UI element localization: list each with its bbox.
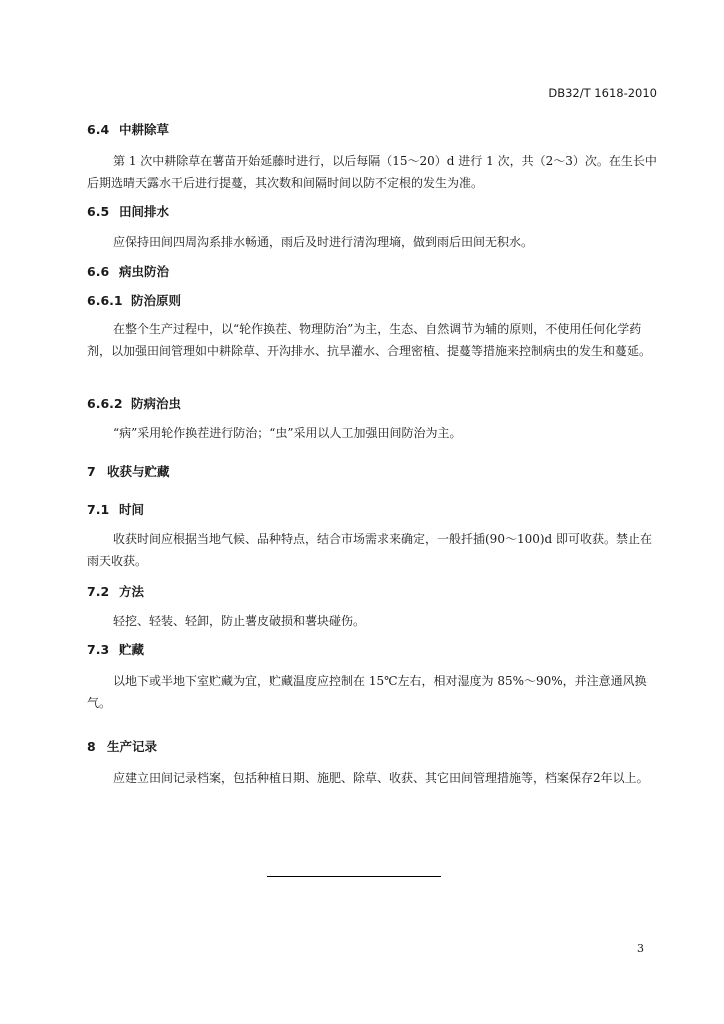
paragraph-6-6-1: 在整个生产过程中，以“轮作换茬、物理防治”为主，生态、自然调节为辅的原则，不使用任何化学药剂，以加强田间管理如中耕除草、开沟排水、抗旱灌水、合理密植、提蔓等措施来控制病虫的发生和蔓延。 — [87, 322, 652, 358]
paragraph-6-5: 应保持田间四周沟系排水畅通，雨后及时进行清沟理墒，做到雨后田间无积水。 — [113, 235, 534, 249]
paragraph-8: 应建立田间记录档案，包括种植日期、施肥、除草、收获、其它田间管理措施等，档案保存2年以上。 — [113, 771, 649, 785]
heading-7-2 — [87, 582, 144, 600]
heading-6-6-1 — [87, 291, 181, 309]
heading-title: 收获与贮藏 — [107, 464, 170, 479]
heading-title: 中耕除草 — [119, 122, 170, 137]
standard-code: DB32/T 1618-2010 — [548, 86, 657, 100]
heading-number: 7.2 — [87, 584, 110, 599]
heading-title: 防病治虫 — [131, 396, 182, 411]
heading-title: 时间 — [119, 502, 145, 517]
heading-number: 6.5 — [87, 204, 110, 219]
paragraph-7-1: 收获时间应根据当地气候、品种特点，结合市场需求来确定，一般扦插(90～100)d 即可收获。禁止在雨天收获。 — [87, 532, 653, 568]
heading-title: 田间排水 — [119, 204, 170, 219]
heading-8 — [87, 737, 157, 755]
heading-6-5 — [87, 202, 169, 220]
heading-title: 贮藏 — [119, 642, 145, 657]
heading-number: 6.6 — [87, 264, 110, 279]
paragraph-7-2: 轻挖、轻装、轻卸，防止薯皮破损和薯块碰伤。 — [113, 614, 366, 628]
heading-number: 8 — [87, 739, 96, 754]
end-rule — [267, 876, 441, 877]
heading-number: 6.6.2 — [87, 396, 123, 411]
heading-6-6 — [87, 262, 169, 280]
page-number: 3 — [637, 942, 644, 955]
paragraph-6-4: 第 1 次中耕除草在薯苗开始延藤时进行，以后每隔（15～20）d 进行 1 次，共（2～3）次。在生长中后期选晴天露水干后进行提蔓，其次数和间隔时间以防不定根的发生为准。 — [87, 154, 657, 190]
heading-number: 6.6.1 — [87, 293, 123, 308]
heading-number: 7 — [87, 464, 96, 479]
heading-title: 方法 — [119, 584, 145, 599]
heading-6-4 — [87, 120, 169, 138]
heading-title: 生产记录 — [107, 739, 158, 754]
heading-title: 病虫防治 — [119, 264, 170, 279]
heading-number: 7.1 — [87, 502, 110, 517]
heading-number: 6.4 — [87, 122, 110, 137]
heading-6-6-2 — [87, 394, 181, 412]
heading-7-3 — [87, 640, 144, 658]
heading-number: 7.3 — [87, 642, 110, 657]
heading-title: 防治原则 — [131, 293, 182, 308]
paragraph-7-3: 以地下或半地下室贮藏为宜，贮藏温度应控制在 15℃左右，相对湿度为 85%～90%，并注意通风换气。 — [87, 674, 647, 710]
paragraph-6-6-2: “病”采用轮作换茬进行防治；“虫”采用以人工加强田间防治为主。 — [113, 426, 462, 440]
heading-7 — [87, 462, 170, 480]
heading-7-1 — [87, 500, 144, 518]
